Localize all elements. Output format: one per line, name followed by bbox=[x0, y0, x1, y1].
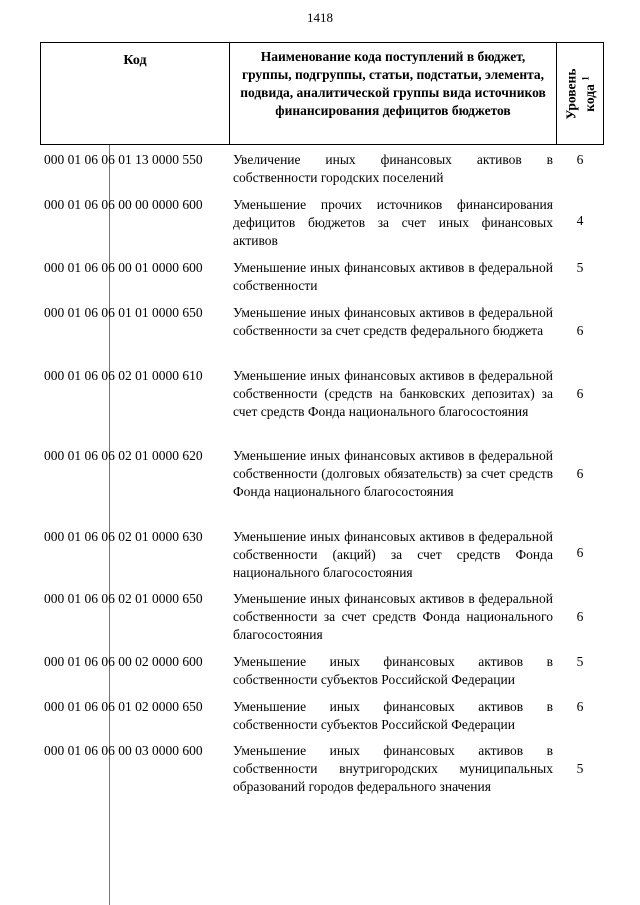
row-level: 6 bbox=[576, 323, 584, 338]
table-header bbox=[40, 42, 604, 145]
row-name: Уменьшение иных финансовых активов в федеральной собственности (средств на банковских депозитах) за счет средств Фонда национального благосостояния bbox=[233, 368, 553, 419]
header-level-line2: кода bbox=[581, 83, 597, 112]
row-code: 000 01 06 06 02 01 0000 620 bbox=[44, 448, 203, 463]
row-code: 000 01 06 06 01 02 0000 650 bbox=[44, 699, 203, 714]
row-code: 000 01 06 06 02 01 0000 650 bbox=[44, 591, 203, 606]
row-name: Уменьшение иных финансовых активов в федеральной собственности за счет средств Фонда национального благосостояния bbox=[233, 591, 553, 642]
row-level: 6 bbox=[576, 152, 584, 167]
row-level: 5 bbox=[576, 654, 584, 669]
header-level bbox=[557, 43, 603, 144]
row-name: Уменьшение иных финансовых активов в федеральной собственности (акций) за счет средств Фонда национального благосостояния bbox=[233, 529, 553, 580]
row-code: 000 01 06 06 01 01 0000 650 bbox=[44, 305, 203, 320]
row-code: 000 01 06 06 00 01 0000 600 bbox=[44, 260, 203, 275]
row-level: 6 bbox=[576, 386, 584, 401]
header-level-label bbox=[563, 68, 597, 119]
row-name: Уменьшение иных финансовых активов в федеральной собственности bbox=[233, 260, 553, 293]
row-name: Уменьшение иных финансовых активов в собственности внутригородских муниципальных образований городов федерального значения bbox=[233, 743, 553, 794]
row-name: Уменьшение иных финансовых активов в федеральной собственности (долговых обязательств) за счет средств Фонда национального благосостояния bbox=[233, 448, 553, 499]
row-code: 000 01 06 06 00 03 0000 600 bbox=[44, 743, 203, 758]
row-name: Уменьшение иных финансовых активов в собственности субъектов Российской Федерации bbox=[233, 699, 553, 732]
header-name: Наименование кода поступлений в бюджет, группы, подгруппы, статьи, подстатьи, элемента, подвида, аналитической группы вида источников финансирования дефицитов бюджетов bbox=[230, 43, 557, 144]
row-name: Увеличение иных финансовых активов в собственности городских поселений bbox=[233, 152, 553, 185]
row-name: Уменьшение иных финансовых активов в собственности субъектов Российской Федерации bbox=[233, 654, 553, 687]
row-code: 000 01 06 06 02 01 0000 610 bbox=[44, 368, 203, 383]
row-code: 000 01 06 06 02 01 0000 630 bbox=[44, 529, 203, 544]
header-code: Код bbox=[41, 43, 230, 144]
row-code: 000 01 06 06 00 02 0000 600 bbox=[44, 654, 203, 669]
header-level-footnote: 1 bbox=[580, 75, 591, 81]
page-number: 1418 bbox=[307, 10, 333, 25]
row-level: 5 bbox=[576, 761, 584, 776]
row-level: 5 bbox=[576, 260, 584, 275]
row-level: 6 bbox=[576, 609, 584, 624]
row-name: Уменьшение иных финансовых активов в федеральной собственности за счет средств федерального бюджета bbox=[233, 305, 553, 338]
row-level: 6 bbox=[576, 699, 584, 714]
row-level: 4 bbox=[576, 213, 584, 228]
row-level: 6 bbox=[576, 466, 584, 481]
row-name: Уменьшение прочих источников финансирования дефицитов бюджетов за счет иных финансовых активов bbox=[233, 197, 553, 248]
row-code: 000 01 06 06 01 13 0000 550 bbox=[44, 152, 203, 167]
row-level: 6 bbox=[576, 545, 584, 560]
header-level-line1: Уровень bbox=[563, 68, 579, 119]
row-code: 000 01 06 06 00 00 0000 600 bbox=[44, 197, 203, 212]
